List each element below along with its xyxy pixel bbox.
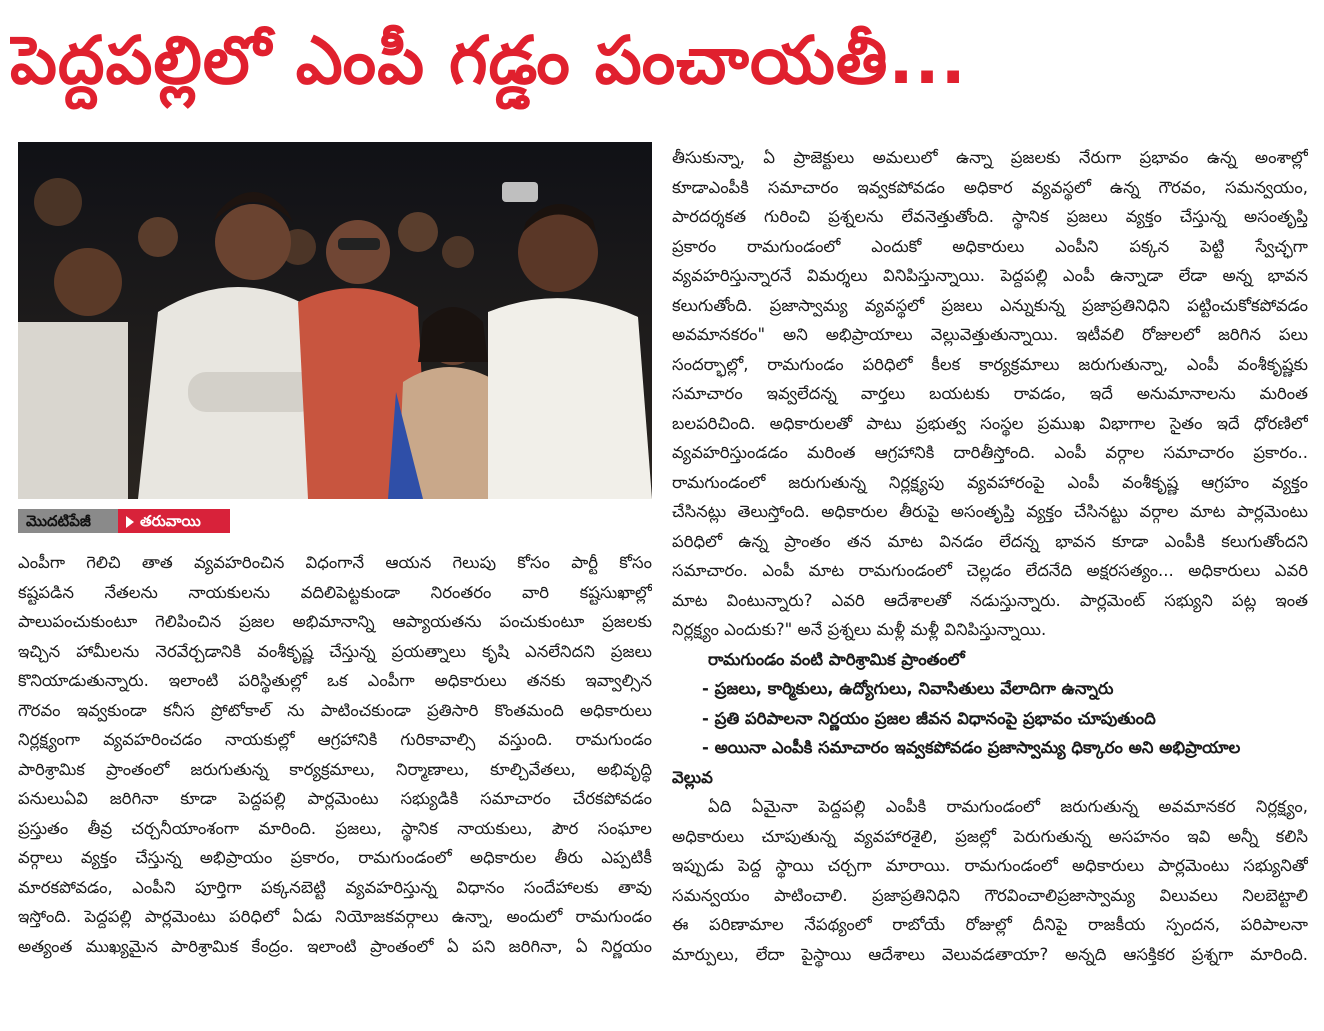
line-text: పనులుఏవి జరిగినా కూడా పెద్దపల్లి పార్లమెంటు సభ్యుడికి సమాచారం చేరకపోవడం xyxy=(18,789,652,808)
line-text: కష్టపడిన నేతలను నాయకులను వదిలిపెట్టకుండా నిరంతరం వారి కష్టసుఖాల్లో xyxy=(18,582,652,602)
line-text: - ప్రతి పరిపాలనా నిర్ణయం ప్రజల జీవన విధానంపై ప్రభావం చూపుతుంది xyxy=(702,708,1156,728)
line-text: కొనియాడుతున్నారు. ఇలాంటి పరిస్థితుల్లో ఒక ఎంపీగా అధికారులు తనకు ఇవ్వాల్సిన xyxy=(18,671,652,690)
headline: పెద్దపల్లిలో ఎంపీ గడ్డం పంచాయతీ... xyxy=(10,22,967,99)
bullet-item xyxy=(702,704,1308,734)
line-text: గౌరవం ఇవ్వకుండా కనీస ప్రోటోకాల్ ను పాటించకుండా ప్రతిసారి కొంతమంది అధికారులు xyxy=(18,700,652,720)
text-line xyxy=(18,637,652,667)
line-text: ప్రస్తుతం తీవ్ర చర్చనీయాంశంగా మారింది. ప్రజలు, స్థానిక నాయకులు, పౌర సంఘాల xyxy=(18,818,652,838)
line-text: సమాచారం ఇవ్వలేదన్న వార్తలు బయటకు రావడం, ఇదే అనుమానాలను మరింత xyxy=(672,384,1308,403)
text-line xyxy=(672,792,1308,822)
continuation-strip xyxy=(18,509,230,533)
text-line xyxy=(18,755,652,785)
line-text: పరిధిలో ఉన్న ప్రాంతం తన మాట వినడం లేదన్న భావన కూడా ఎంపీకి కలుగుతోందని xyxy=(672,531,1308,551)
line-text: కూడాఎంపీకి సమాచారం ఇవ్వకపోవడం అధికార వ్యవస్థలో ఉన్న గౌరవం, సమన్వయం, xyxy=(672,177,1308,197)
line-text: సమన్వయం పాటించాలి. ప్రజాప్రతినిధిని గౌరవించాలిప్రజాస్వామ్య విలువలు నిలబెట్టాలి xyxy=(672,885,1308,905)
line-text: ఇచ్చిన హామీలను నెరవేర్చడానికి వంశీకృష్ణ చేస్తున్న ప్రయత్నాలు కృషి ఎనలేనిదని ప్రజలు xyxy=(18,641,652,661)
line-text: సమాచారం. ఎంపీ మాట రామగుండంలో చెల్లడం లేదనేది అక్షరసత్యం... అధికారులు ఎవరి xyxy=(672,561,1308,580)
news-photo xyxy=(18,142,652,499)
text-line xyxy=(672,468,1308,498)
text-line xyxy=(672,232,1308,262)
line-text: మారకపోవడం, ఎంపీని పూర్తిగా పక్కనబెట్టి వ్యవహరిస్తున్న విధానం సందేహాలకు తావు xyxy=(18,877,652,897)
bullet-tail xyxy=(672,763,1308,793)
line-text: పాలుపంచుకుంటూ గెలిపించిన ప్రజల అభిమానాన్ని ఆప్యాయతను పంచుకుంటూ ప్రజలకు xyxy=(18,612,652,631)
text-line xyxy=(18,548,652,578)
line-text: పారిశ్రామిక ప్రాంతంలో జరుగుతున్న కార్యక్రమాలు, నిర్మాణాలు, కూల్చివేతలు, అభివృద్ధి xyxy=(18,759,652,779)
line-text: పారదర్శకత గురించి ప్రశ్నలను లేవనెత్తుతోంది. స్థానిక ప్రజలు వ్యక్తం చేస్తున్న అసంతృప్తి xyxy=(672,207,1308,226)
text-line xyxy=(672,379,1308,409)
line-text: అవమానకరం" అని అభిప్రాయాలు వెల్లువెత్తుతున్నాయి. ఇటీవలి రోజులలో జరిగిన పలు xyxy=(672,325,1308,344)
line-text: సందర్భాల్లో, రామగుండం పరిధిలో కీలక కార్యక్రమాలు జరుగుతున్నా, ఎంపీ వంశీకృష్ణకు xyxy=(672,354,1308,374)
line-text: వెల్లువ xyxy=(672,767,713,787)
text-line xyxy=(672,350,1308,380)
text-line xyxy=(672,940,1308,970)
line-text: నిర్లక్ష్యంగా వ్యవహరించడం నాయకుల్లో ఆగ్రహానికి గురికావాల్సి వస్తుంది. రామగుండం xyxy=(18,730,652,749)
text-line xyxy=(672,173,1308,203)
text-line xyxy=(672,910,1308,940)
text-line xyxy=(672,261,1308,291)
text-line xyxy=(672,822,1308,852)
line-text: వ్యవహరిస్తున్నారనే విమర్శలు వినిపిస్తున్నాయి. పెద్దపల్లి ఎంపీ ఉన్నాడా లేడా అన్న భావన xyxy=(672,266,1308,285)
line-text: నిర్లక్ష్యం ఎందుకు?" అనే ప్రశ్నలు మళ్లీ మళ్లీ వినిపిస్తున్నాయి. xyxy=(672,620,1047,639)
text-line xyxy=(672,615,1308,645)
text-line xyxy=(672,556,1308,586)
continued-text: తరువాయి xyxy=(140,512,201,530)
text-line xyxy=(672,202,1308,232)
text-line xyxy=(18,578,652,608)
line-text: మాట వింటున్నారు? ఎవరి ఆదేశాలతో నడుస్తున్నారు. పార్లమెంట్ సభ్యుని పట్ల ఇంత xyxy=(672,590,1308,610)
text-line xyxy=(18,873,652,903)
arrow-icon xyxy=(126,516,134,528)
line-text: - ప్రజలు, కార్మికులు, ఉద్యోగులు, నివాసితులు వేలాదిగా ఉన్నారు xyxy=(702,679,1114,698)
first-page-label: మొదటిపేజీ xyxy=(18,509,118,533)
text-line xyxy=(672,527,1308,557)
line-text: ఇస్తోంది. పెద్దపల్లి పార్లమెంటు పరిధిలో ఏడు నియోజకవర్గాలు ఉన్నా, అందులో రామగుండం xyxy=(18,907,652,926)
line-text: ప్రకారం రామగుండంలో ఎందుకో అధికారులు ఎంపీని పక్కన పెట్టి స్వేచ్ఛగా xyxy=(672,236,1308,256)
line-text: ఈ పరిణామాల నేపథ్యంలో రాబోయే రోజుల్లో దీనిపై రాజకీయ స్పందన, పరిపాలనా xyxy=(672,915,1308,934)
subheading xyxy=(672,645,1308,675)
bullet-item xyxy=(702,733,1308,763)
continued-label xyxy=(118,509,230,533)
line-text: కలుగుతోంది. ప్రజాస్వామ్య వ్యవస్థలో ప్రజలు ఎన్నుకున్న ప్రజాప్రతినిధిని పట్టించుకోకపోవడం xyxy=(672,295,1308,315)
text-line xyxy=(18,843,652,873)
text-line xyxy=(18,932,652,962)
text-line xyxy=(672,438,1308,468)
text-line xyxy=(672,143,1308,173)
article-right-column xyxy=(672,143,1308,969)
text-line xyxy=(672,586,1308,616)
line-text: బలపరిచింది. అధికారులతో పాటు ప్రభుత్వ సంస్థల ప్రముఖ విభాగాల సైతం ఇదే ధోరణిలో xyxy=(672,413,1308,433)
text-line xyxy=(18,607,652,637)
line-text: అత్యంత ముఖ్యమైన పారిశ్రామిక కేంద్రం. ఇలాంటి ప్రాంతంలో ఏ పని జరిగినా, ఏ నిర్ణయం xyxy=(18,936,652,956)
line-text: మార్పులు, లేదా పైస్థాయి ఆదేశాలు వెలువడతాయా? అన్నది ఆసక్తికర ప్రశ్నగా మారింది. xyxy=(672,944,1308,964)
line-text: తీసుకున్నా, ఏ ప్రాజెక్టులు అమలులో ఉన్నా ప్రజలకు నేరుగా ప్రభావం ఉన్న అంశాల్లో xyxy=(672,148,1308,167)
text-line xyxy=(672,320,1308,350)
line-text: వర్గాలు వ్యక్తం చేస్తున్న అభిప్రాయం ప్రకారం, రామగుండంలో అధికారుల తీరు ఎప్పటికీ xyxy=(18,848,652,867)
bullet-item xyxy=(702,674,1308,704)
bullet-list xyxy=(702,674,1308,763)
line-text: ఇప్పుడు పెద్ద స్థాయి చర్చగా మారాయి. రామగుండంలో అధికారులు పార్లమెంటు సభ్యునితో xyxy=(672,856,1308,875)
line-text: - అయినా ఎంపీకి సమాచారం ఇవ్వకపోవడం ప్రజాస్వామ్య ధిక్కారం అని అభిప్రాయాల xyxy=(702,738,1241,757)
article-left-column xyxy=(18,548,652,961)
photo-illustration xyxy=(18,142,652,499)
text-line xyxy=(18,696,652,726)
text-line xyxy=(672,291,1308,321)
line-text: వ్యవహరిస్తుండడం మరింత ఆగ్రహానికి దారితీస్తోంది. ఎంపీ వర్గాల సమాచారం ప్రకారం.. xyxy=(672,443,1308,462)
text-line xyxy=(18,725,652,755)
text-line xyxy=(18,784,652,814)
text-line xyxy=(672,851,1308,881)
line-text: రామగుండం వంటి పారిశ్రామిక ప్రాంతంలో xyxy=(708,649,965,669)
line-text: ఎంపీగా గెలిచి తాత వ్యవహరించిన విధంగానే ఆయన గెలుపు కోసం పార్టీ కోసం xyxy=(18,553,652,572)
text-line xyxy=(672,881,1308,911)
line-text: రామగుండంలో జరుగుతున్న నిర్లక్ష్యపు వ్యవహారంపై ఎంపీ వంశీకృష్ణ ఆగ్రహం వ్యక్తం xyxy=(672,472,1308,492)
line-text: ఏది ఏమైనా పెద్దపల్లి ఎంపీకి రామగుండంలో జరుగుతున్న అవమానకర నిర్లక్ష్యం, xyxy=(708,797,1308,816)
text-line xyxy=(672,409,1308,439)
text-line xyxy=(672,497,1308,527)
text-line xyxy=(18,902,652,932)
line-text: చేసినట్లు తెలుస్తోంది. అధికారుల తీరుపై అసంతృప్తి వ్యక్తం చేసినట్టు వర్గాల మాట పార్లమెంటు xyxy=(672,502,1308,521)
text-line xyxy=(18,666,652,696)
text-line xyxy=(18,814,652,844)
line-text: అధికారులు చూపుతున్న వ్యవహారశైలి, ప్రజల్లో పెరుగుతున్న అసహనం ఇవి అన్నీ కలిసి xyxy=(672,826,1308,846)
